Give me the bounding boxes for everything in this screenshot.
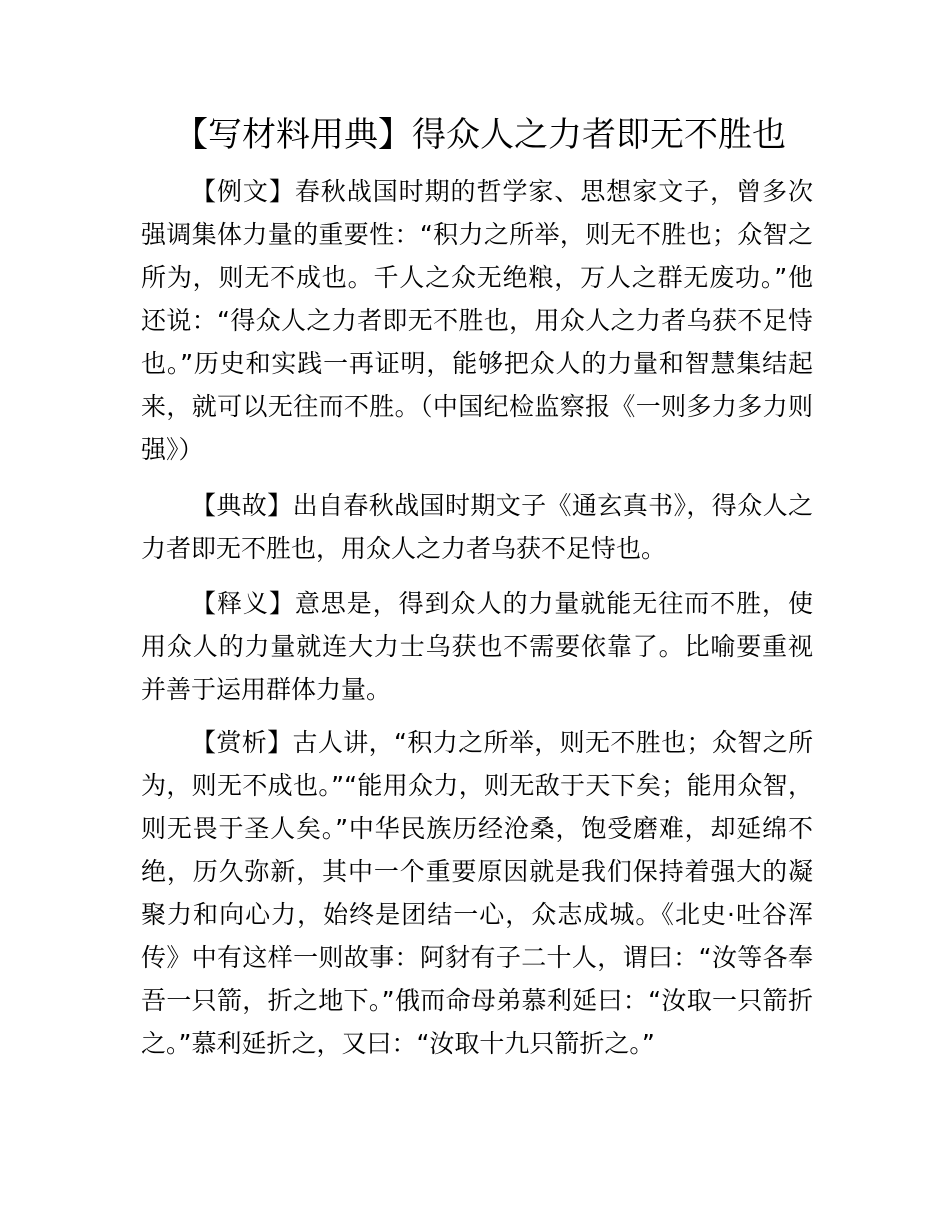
- paragraph-meaning: 【释义】意思是，得到众人的力量就能无往而不胜，使用众人的力量就连大力士乌获也不需要依靠了。比喻要重视并善于运用群体力量。: [141, 589, 813, 704]
- page-title: 【写材料用典】得众人之力者即无不胜也: [174, 115, 786, 155]
- paragraph-appreciation: 【赏析】古人讲，“积力之所举，则无不胜也；众智之所为，则无不成也。”“能用众力，则无敌于天下矣；能用众智，则无畏于圣人矣。”中华民族历经沧桑，饱受磨难，却延绵不绝，历久弥新，其中一个重要原因就是我们保持着强大的凝聚力和向心力，始终是团结一心，众志成城。《北史·吐谷浑传》中有这样一则故事：阿豺有子二十人，谓曰：“汝等各奉吾一只箭，折之地下。”俄而命母弟慕利延曰：“汝取一只箭折之。”慕利延折之，又曰：“汝取十九只箭折之。”: [141, 728, 813, 1058]
- paragraph-allusion: 【典故】出自春秋战国时期文子《通玄真书》，得众人之力者即无不胜也，用众人之力者乌获不足恃也。: [141, 491, 813, 563]
- paragraph-example: 【例文】春秋战国时期的哲学家、思想家文子，曾多次强调集体力量的重要性：“积力之所举，则无不胜也；众智之所为，则无不成也。千人之众无绝粮，万人之群无废功。”他还说：“得众人之力者即无不胜也，用众人之力者乌获不足恃也。”历史和实践一再证明，能够把众人的力量和智慧集结起来，就可以无往而不胜。（中国纪检监察报《一则多力多力则强》）: [141, 177, 813, 464]
